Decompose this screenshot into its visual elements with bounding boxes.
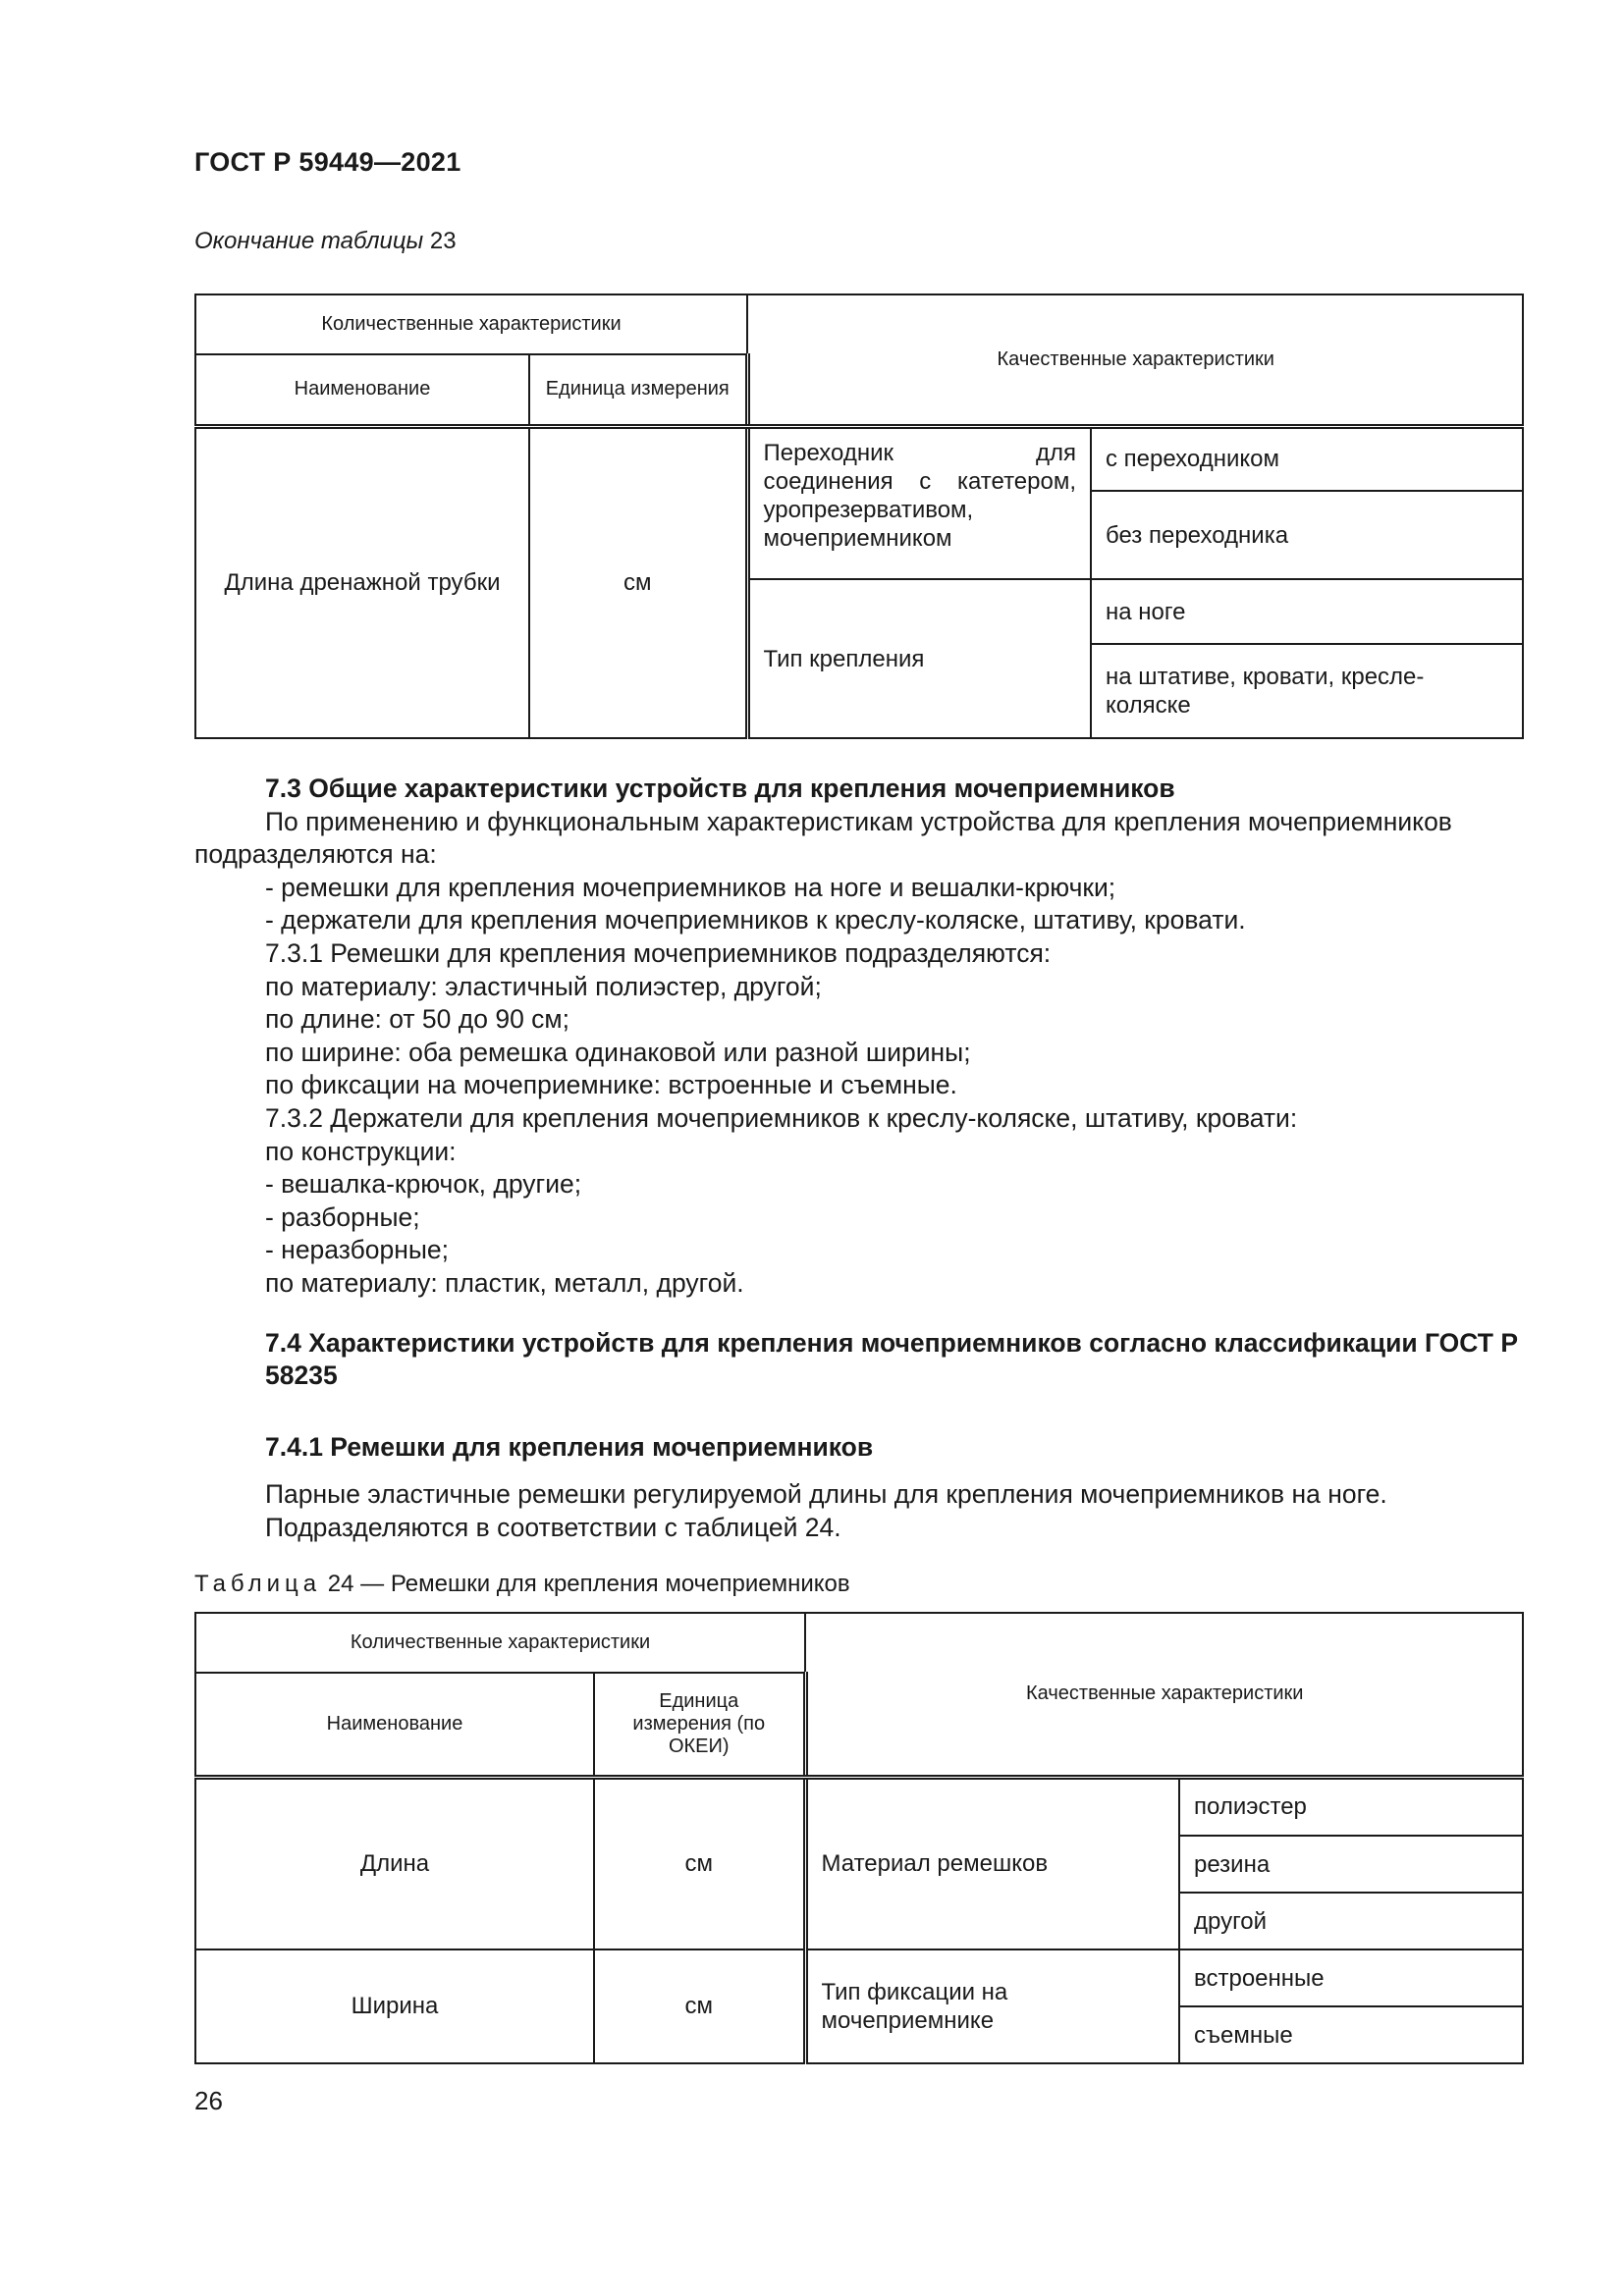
paragraph-line: Подразделяются в соответствии с таблицей 24. [265, 1512, 841, 1542]
section-7-4-1-heading: 7.4.1 Ремешки для крепления мочеприемников [265, 1432, 874, 1462]
paragraph-line: по материалу: пластик, металл, другой. [265, 1267, 744, 1298]
t23-option: на ноге [1091, 579, 1523, 644]
t24-row-name: Длина [195, 1777, 594, 1949]
paragraph-line: 7.3.2 Держатели для крепления мочеприемников к креслу-коляске, штативу, кровати: [265, 1102, 1298, 1133]
page-number: 26 [194, 2086, 223, 2115]
t23-group-label: Переходник для соединения с катетером, уропрезервативом, мочеприемником [747, 426, 1091, 579]
table-23 [194, 294, 1524, 739]
paragraph: По применению и функциональным характеристикам устройства для крепления мочеприемников подразделяются на: [194, 806, 1452, 870]
paragraph-line: по фиксации на мочеприемнике: встроенные и съемные. [265, 1070, 957, 1100]
t24-row-label: Материал ремешков [805, 1777, 1179, 1949]
paragraph-line: - вешалка-крючок, другие; [265, 1169, 582, 1200]
section-7-4-1-text [194, 1478, 1516, 1544]
t24-option: встроенные [1179, 1949, 1523, 2006]
section-heading: 7.3 Общие характеристики устройств для крепления мочеприемников [265, 774, 1175, 803]
t24-option: полиэстер [1179, 1777, 1523, 1836]
t24-option: съемные [1179, 2006, 1523, 2063]
t23-group-label: Тип крепления [747, 579, 1091, 738]
t23-option: без переходника [1091, 491, 1523, 579]
t24-row-name: Ширина [195, 1949, 594, 2063]
table24-title [194, 1571, 850, 1598]
t23-header-qualitative: Качественные характеристики [747, 294, 1523, 426]
paragraph-line: по ширине: оба ремешка одинаковой или разной ширины; [265, 1037, 971, 1067]
t23-row-name: Длина дренажной трубки [195, 426, 529, 738]
t23-option: с переходником [1091, 426, 1523, 491]
table23-caption [194, 228, 457, 255]
t24-row-unit: см [594, 1949, 805, 2063]
paragraph-line: по конструкции: [265, 1136, 457, 1166]
t23-option: на штативе, кровати, кресле-коляске [1091, 644, 1523, 738]
paragraph-line: по длине: от 50 до 90 см; [265, 1004, 570, 1035]
table23-caption-prefix: Окончание таблицы [194, 228, 424, 254]
t23-header-unit: Единица измерения [529, 354, 747, 426]
t24-header-quantitative: Количественные характеристики [195, 1613, 805, 1673]
paragraph-line: - неразборные; [265, 1235, 450, 1265]
t24-header-unit: Единица измерения (по ОКЕИ) [594, 1673, 805, 1777]
t24-row-label: Тип фиксации на мочеприемнике [805, 1949, 1179, 2063]
paragraph-line: Парные эластичные ремешки регулируемой длины для крепления мочеприемников на ноге. [265, 1479, 1387, 1509]
table24-title-prefix: Таблица [194, 1571, 322, 1597]
section-7-4-heading: 7.4 Характеристики устройств для крепления мочеприемников согласно классификации ГОСТ Р 58235 [265, 1328, 1518, 1390]
t24-option: другой [1179, 1893, 1523, 1949]
t23-row-unit: см [529, 426, 747, 738]
table-24 [194, 1612, 1524, 2064]
t23-header-quantitative: Количественные характеристики [195, 294, 747, 354]
t24-row-unit: см [594, 1777, 805, 1949]
t24-header-name: Наименование [195, 1673, 594, 1777]
paragraph-line: - держатели для крепления мочеприемников к креслу-коляске, штативу, кровати. [265, 905, 1246, 935]
section-7-3 [194, 773, 1516, 1301]
table24-title-rest: 24 — Ремешки для крепления мочеприемников [327, 1571, 850, 1597]
document-header: ГОСТ Р 59449—2021 [194, 147, 461, 177]
table23-caption-number: 23 [429, 228, 457, 254]
t24-option: резина [1179, 1836, 1523, 1893]
paragraph-line: 7.3.1 Ремешки для крепления мочеприемников подразделяются: [265, 937, 1052, 968]
paragraph-line: - разборные; [265, 1201, 420, 1232]
paragraph-line: по материалу: эластичный полиэстер, другой; [265, 971, 822, 1001]
t23-header-name: Наименование [195, 354, 529, 426]
paragraph-line: - ремешки для крепления мочеприемников на ноге и вешалки-крючки; [265, 872, 1116, 902]
t24-header-qualitative: Качественные характеристики [805, 1613, 1523, 1777]
